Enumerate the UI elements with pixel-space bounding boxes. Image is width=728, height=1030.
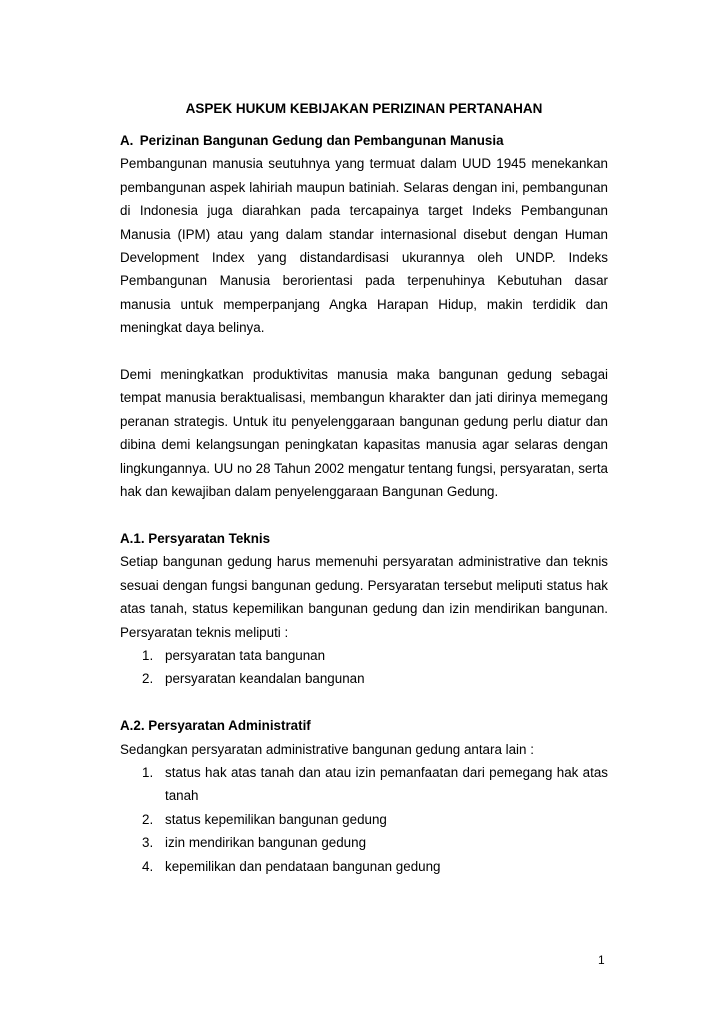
list-text: status hak atas tanah dan atau izin pemanfaatan dari pemegang hak atas tanah (165, 764, 608, 804)
list-text: persyaratan keandalan bangunan (165, 671, 365, 687)
list-item (120, 855, 608, 878)
section-a1-paragraph: Setiap bangunan gedung harus memenuhi persyaratan administrative dan teknis sesuai dengan fungsi bangunan gedung. Persyaratan tersebut meliputi status hak atas tanah, status kepemilikan bangunan gedung dan izin mendirikan bangunan. Persyaratan teknis meliputi : (120, 554, 608, 640)
section-a-paragraph-1: Pembangunan manusia seutuhnya yang termuat dalam UUD 1945 menekankan pembangunan aspek lahiriah maupun batiniah. Selaras dengan ini, pembangunan di Indonesia juga diarahkan pada tercapainya target Indeks Pembangunan Manusia (IPM) atau yang dalam standar internasional disebut dengan Human Development Index yang distandardisasi ukurannya oleh UNDP. Indeks Pembangunan Manusia berorientasi pada terpenuhinya Kebutuhan dasar manusia untuk memperpanjang Angka Harapan Hidup, makin terdidik dan meningkat daya belinya. (120, 156, 608, 336)
list-item (120, 761, 608, 808)
document-body (120, 129, 608, 878)
section-a1-list (120, 644, 608, 691)
list-text: status kepemilikan bangunan gedung (165, 811, 387, 827)
document-title: ASPEK HUKUM KEBIJAKAN PERIZINAN PERTANAHAN (185, 101, 543, 116)
list-item (120, 644, 608, 667)
section-a-paragraph-2: Demi meningkatkan produktivitas manusia maka bangunan gedung sebagai tempat manusia beraktualisasi, membangun kharakter dan jati dirinya memegang peranan strategis. Untuk itu penyelenggaraan bangunan gedung perlu diatur dan dibina demi kelangsungan peningkatan kapasitas manusia agar selaras dengan lingkungannya. UU no 28 Tahun 2002 mengatur tentang fungsi, persyaratan, serta hak dan kewajiban dalam penyelenggaraan Bangunan Gedung. (120, 367, 608, 500)
list-number: 3. (142, 835, 154, 851)
list-text: persyaratan tata bangunan (165, 647, 326, 663)
list-item (120, 808, 608, 831)
list-item (120, 667, 608, 690)
page-number: 1 (598, 953, 605, 967)
section-a2-heading: A.2. Persyaratan Administratif (120, 718, 311, 734)
list-number: 1. (142, 764, 154, 780)
list-number: 2. (142, 671, 154, 687)
section-a-heading (120, 129, 608, 152)
section-a1-heading: A.1. Persyaratan Teknis (120, 530, 271, 546)
list-number: 2. (142, 811, 154, 827)
section-a-title: Perizinan Bangunan Gedung dan Pembangunan Manusia (139, 133, 504, 148)
list-number: 1. (142, 647, 154, 663)
list-text: kepemilikan dan pendataan bangunan gedung (165, 858, 441, 874)
list-text: izin mendirikan bangunan gedung (165, 835, 367, 851)
section-a2-list (120, 761, 608, 878)
section-a-letter: A. (120, 133, 134, 148)
section-a2-paragraph: Sedangkan persyaratan administrative bangunan gedung antara lain : (120, 741, 534, 757)
list-number: 4. (142, 858, 154, 874)
list-item (120, 831, 608, 854)
